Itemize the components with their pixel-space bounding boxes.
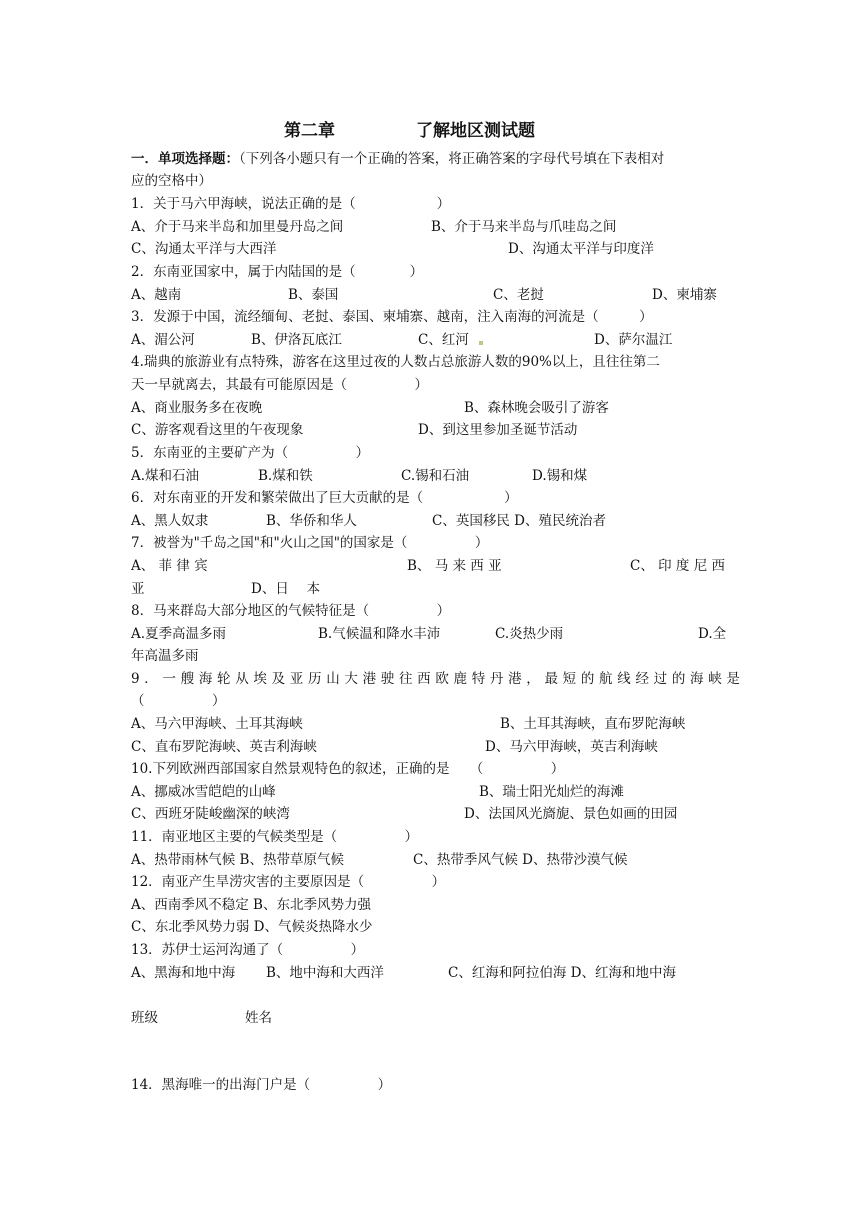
question-9-stem: 9 ． 一 艘 海 轮 从 埃 及 亚 历 山 大 港 驶 往 西 欧 鹿 特 丹 港 ， 最 短 的 航 线 经 过 的 海 峡 是	[131, 671, 741, 687]
stray-mark	[479, 341, 483, 345]
q8-option-b: B.气候温和降水丰沛	[318, 626, 441, 642]
q7-option-b: B、 马 来 西 亚	[407, 558, 502, 574]
q8-option-d: D.全	[698, 626, 727, 642]
q10-option-d: D、法国风光旖旎、景色如画的田园	[464, 806, 678, 822]
q7-option-a: A、 菲 律 宾	[131, 558, 208, 574]
q3-option-b: B、伊洛瓦底江	[251, 332, 342, 348]
q5-option-b: B.煤和铁	[258, 468, 313, 484]
question-1-stem: 1．关于马六甲海峡，说法正确的是（ ）	[131, 196, 451, 212]
question-2-stem: 2．东南亚国家中，属于内陆国的是（ ）	[131, 264, 424, 280]
q6-option-cd: C、英国移民 D、殖民统治者	[432, 513, 606, 529]
chapter-label: 第二章	[284, 121, 335, 141]
question-5-stem: 5．东南亚的主要矿产为（ ）	[131, 445, 370, 461]
q1-option-a: A、介于马来半岛和加里曼丹岛之间	[131, 219, 344, 235]
q2-option-a: A、越南	[131, 287, 182, 303]
question-10-stem: 10.下列欧洲西部国家自然景观特色的叙述，正确的是 （ ）	[131, 761, 565, 777]
q9-option-b: B、土耳其海峡，直布罗陀海峡	[500, 716, 686, 732]
q8-option-d-cont: 年高温多雨	[131, 648, 199, 664]
q7-option-c-cont: 亚	[131, 581, 145, 597]
section-intro	[131, 149, 664, 169]
q12-option-cd: C、东北季风势力弱 D、气候炎热降水少	[131, 919, 373, 935]
q10-option-b: B、瑞士阳光灿烂的海滩	[479, 784, 624, 800]
question-3-stem: 3．发源于中国，流经缅甸、老挝、泰国、柬埔寨、越南，注入南海的河流是（ ）	[131, 309, 653, 325]
q10-option-c: C、西班牙陡峻幽深的峡湾	[131, 806, 290, 822]
question-11-stem: 11．南亚地区主要的气候类型是（ ）	[131, 829, 419, 845]
q13-option-b: B、地中海和大西洋	[266, 965, 384, 981]
class-label: 班级	[131, 1010, 158, 1026]
question-6-stem: 6．对东南亚的开发和繁荣做出了巨大贡献的是（ ）	[131, 490, 518, 506]
section-instruction-cont: 应的空格中）	[131, 173, 212, 189]
q2-option-b: B、泰国	[288, 287, 339, 303]
q4-option-a: A、商业服务多在夜晚	[131, 400, 263, 416]
q1-option-c: C、沟通太平洋与大西洋	[131, 241, 277, 257]
q6-option-b: B、华侨和华人	[266, 513, 357, 529]
q11-option-cd: C、热带季风气候 D、热带沙漠气候	[413, 852, 628, 868]
q6-option-a: A、黑人奴隶	[131, 513, 209, 529]
section-instruction: （下列各小题只有一个正确的答案，将正确答案的字母代号填在下表相对	[239, 151, 665, 167]
q12-option-ab: A、西南季风不稳定 B、东北季风势力强	[131, 897, 371, 913]
q2-option-d: D、柬埔寨	[652, 287, 717, 303]
question-12-stem: 12．南亚产生旱涝灾害的主要原因是（ ）	[131, 874, 446, 890]
question-7-stem: 7．被誉为"千岛之国"和"火山之国"的国家是（ ）	[131, 535, 489, 551]
q4-option-c: C、游客观看这里的午夜现象	[131, 422, 304, 438]
question-4-stem-cont: 天一早就离去，其最有可能原因是（ ）	[131, 377, 428, 393]
q3-option-d: D、萨尔温江	[594, 332, 673, 348]
q11-option-ab: A、热带雨林气候 B、热带草原气候	[131, 852, 344, 868]
q3-option-a: A、湄公河	[131, 332, 195, 348]
question-4-stem: 4.瑞典的旅游业有点特殊，游客在这里过夜的人数占总旅游人数的90%以上，且往往第二	[131, 354, 660, 370]
question-9-stem-cont: （ ）	[131, 693, 226, 709]
q4-option-b: B、森林晚会吸引了游客	[464, 400, 609, 416]
question-8-stem: 8．马来群岛大部分地区的气候特征是（ ）	[131, 603, 451, 619]
q9-option-d: D、马六甲海峡，英吉利海峡	[485, 739, 658, 755]
q8-option-c: C.炎热少雨	[495, 626, 564, 642]
q5-option-d: D.锡和煤	[532, 468, 588, 484]
q4-option-d: D、到这里参加圣诞节活动	[418, 422, 578, 438]
section-heading: 一．单项选择题：	[131, 151, 239, 167]
question-14-stem: 14．黑海唯一的出海门户是（ ）	[131, 1077, 392, 1093]
q7-option-d: D、日 本	[251, 581, 321, 597]
q5-option-a: A.煤和石油	[131, 468, 200, 484]
q10-option-a: A、挪威冰雪皑皑的山峰	[131, 784, 276, 800]
q3-option-c: C、红河	[418, 332, 469, 348]
q5-option-c: C.锡和石油	[401, 468, 470, 484]
q8-option-a: A.夏季高温多雨	[131, 626, 227, 642]
q13-option-a: A、黑海和地中海	[131, 965, 236, 981]
name-label: 姓名	[245, 1010, 272, 1026]
q9-option-a: A、马六甲海峡、土耳其海峡	[131, 716, 303, 732]
q1-option-b: B、介于马来半岛与爪哇岛之间	[431, 219, 617, 235]
question-13-stem: 13．苏伊士运河沟通了（ ）	[131, 942, 365, 958]
q7-option-c: C、 印 度 尼 西	[630, 558, 725, 574]
q2-option-c: C、老挝	[493, 287, 544, 303]
q9-option-c: C、直布罗陀海峡、英吉利海峡	[131, 739, 317, 755]
q13-option-cd: C、红海和阿拉伯海 D、红海和地中海	[448, 965, 676, 981]
page-title: 了解地区测试题	[416, 121, 535, 141]
q1-option-d: D、沟通太平洋与印度洋	[508, 241, 654, 257]
